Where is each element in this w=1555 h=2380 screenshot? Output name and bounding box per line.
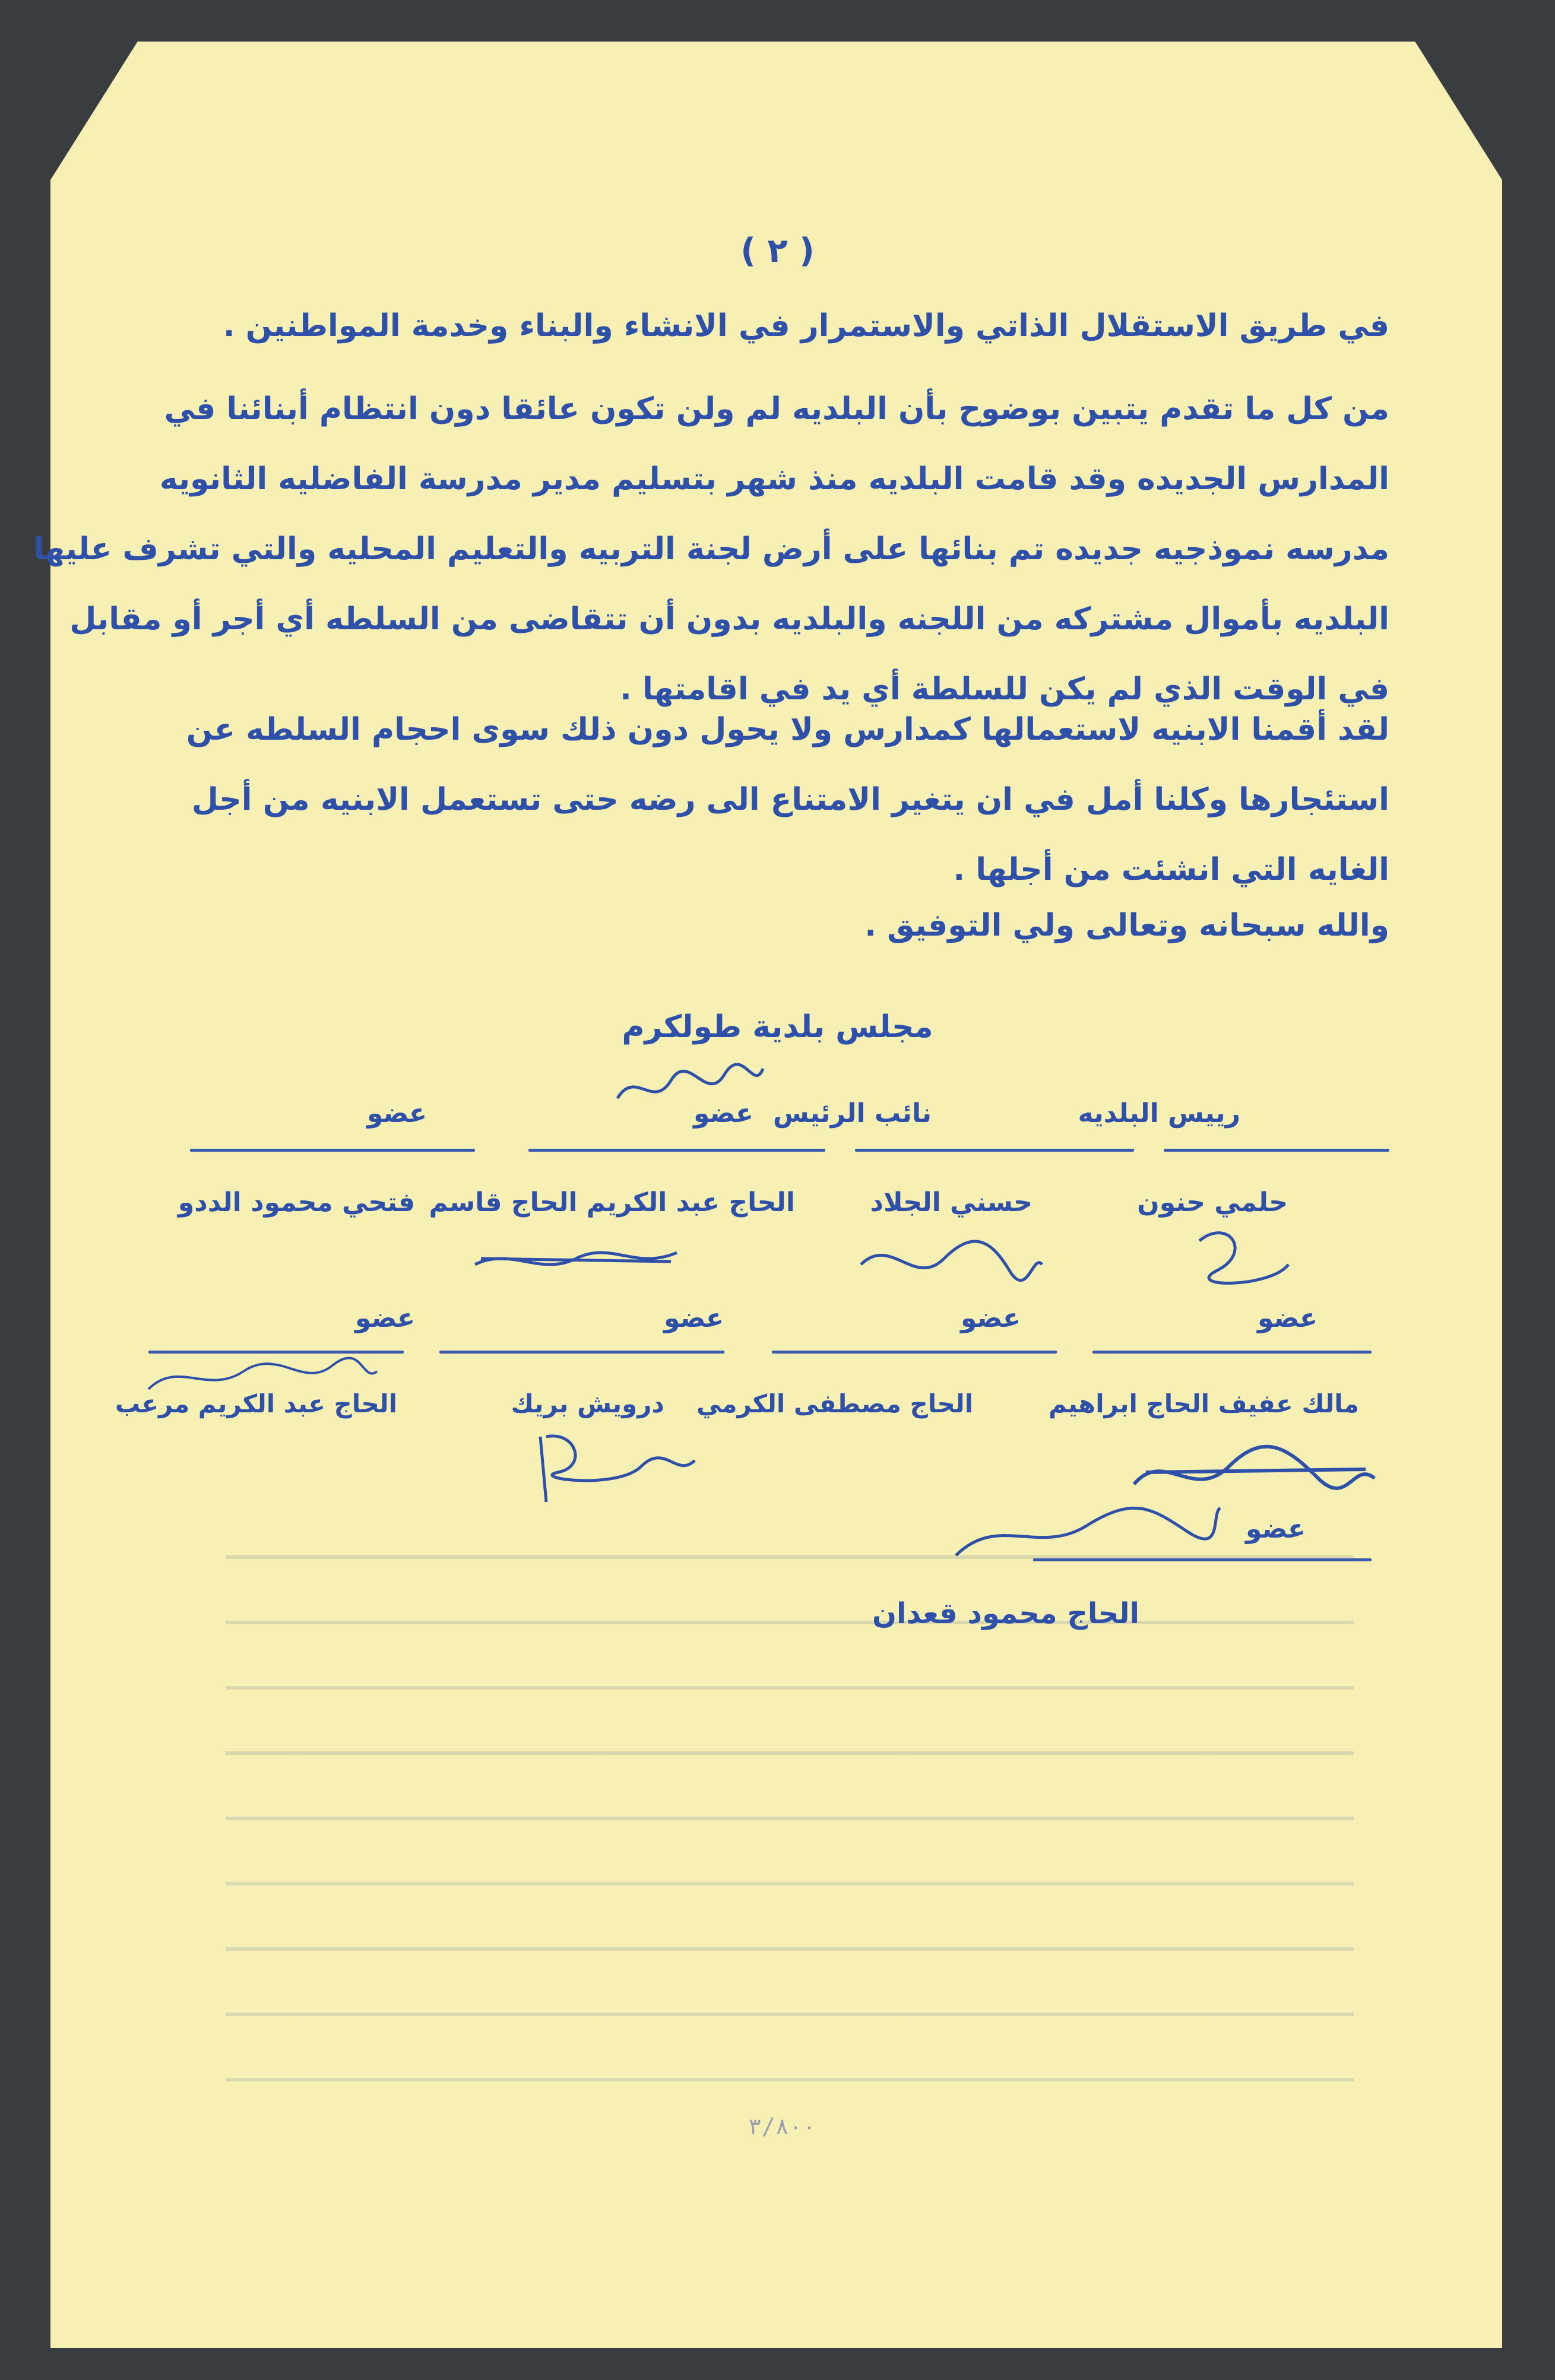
role-member: عضو <box>1258 1303 1318 1333</box>
name-member: حلمي حنون <box>1137 1187 1288 1218</box>
signature-line <box>528 1149 825 1152</box>
paragraph-4 <box>249 890 1389 961</box>
bleed-through-text <box>226 1520 1354 2143</box>
signature-image <box>855 1229 1045 1302</box>
signature-line <box>439 1351 724 1354</box>
name-member: الحاج عبد الكريم مرعب <box>115 1389 397 1418</box>
role-mayor: رييس البلديه <box>1078 1098 1240 1129</box>
paragraph-line: مدرسه نموذجيه جديده تم بنائها على أرض لجنة التربيه والتعليم المحليه والتي تشرف عليها <box>33 531 1389 567</box>
role-member: عضو <box>664 1303 724 1333</box>
signature-image <box>612 1057 766 1118</box>
signature-image <box>522 1425 701 1522</box>
name-member: الحاج محمود قعدان <box>872 1597 1139 1630</box>
role-member: عضو <box>367 1098 427 1129</box>
paragraph-line: من كل ما تقدم يتبين بوضوح بأن البلديه لم ولن تكون عائقا دون انتظام أبنائنا في <box>164 391 1389 427</box>
signature-line <box>772 1351 1057 1354</box>
paragraph-line: والله سبحانه وتعالى ولي التوفيق . <box>864 908 1389 943</box>
paragraph-1 <box>223 291 1389 361</box>
role-deputy: نائب الرئيس <box>772 1098 932 1129</box>
paragraph-line: في الوقت الذي لم يكن للسلطة أي يد في اقامتها . <box>620 671 1389 707</box>
signature-line <box>1033 1558 1372 1561</box>
paragraph-line: في طريق الاستقلال الذاتي والاستمرار في الانشاء والبناء وخدمة المواطنين . <box>223 308 1389 344</box>
name-member: الحاج عبد الكريم الحاج قاسم <box>429 1187 795 1218</box>
paragraph-line: البلديه بأموال مشتركه من اللجنه والبلديه بدون أن تتقاضى من السلطه أي أجر أو مقابل <box>69 601 1389 637</box>
signature-image <box>1182 1217 1300 1302</box>
name-member: حسني الجلاد <box>870 1187 1033 1218</box>
name-member: فتحي محمود الددو <box>178 1187 415 1218</box>
name-member: الحاج مصطفى الكرمي <box>696 1389 973 1418</box>
name-member: مالك عفيف الحاج ابراهيم <box>1049 1389 1359 1418</box>
signature-line <box>855 1149 1134 1152</box>
signature-line <box>1164 1149 1389 1152</box>
council-title: مجلس بلدية طولكرم <box>622 1009 933 1045</box>
footer-reference: ٣/٨٠٠ <box>748 2113 816 2140</box>
paragraph-3 <box>186 695 1389 905</box>
page-number: ( ٢ ) <box>740 232 815 270</box>
signature-line <box>1092 1351 1372 1354</box>
role-member: عضو <box>961 1303 1021 1333</box>
name-member: درويش بريك <box>511 1389 664 1418</box>
paragraph-line: استئجارها وكلنا أمل في ان يتغير الامتناع الى رضه حتى تستعمل الابنيه من أجل <box>191 782 1389 817</box>
role-member: عضو <box>355 1303 415 1333</box>
paragraph-line: الغايه التي انشئت من أجلها . <box>953 852 1389 888</box>
signature-image <box>469 1235 683 1291</box>
paragraph-line: المدارس الجديده وقد قامت البلديه منذ شهر بتسليم مدير مدرسة الفاضليه الثانويه <box>159 461 1389 497</box>
role-member: عضو <box>1246 1514 1306 1544</box>
paragraph-line: لقد أقمنا الابنيه لاستعمالها كمدارس ولا يحول دون ذلك سوى احجام السلطه عن <box>186 712 1389 747</box>
role-member: عضو <box>693 1098 753 1129</box>
signature-line <box>190 1149 475 1152</box>
paragraph-2 <box>33 374 1389 724</box>
